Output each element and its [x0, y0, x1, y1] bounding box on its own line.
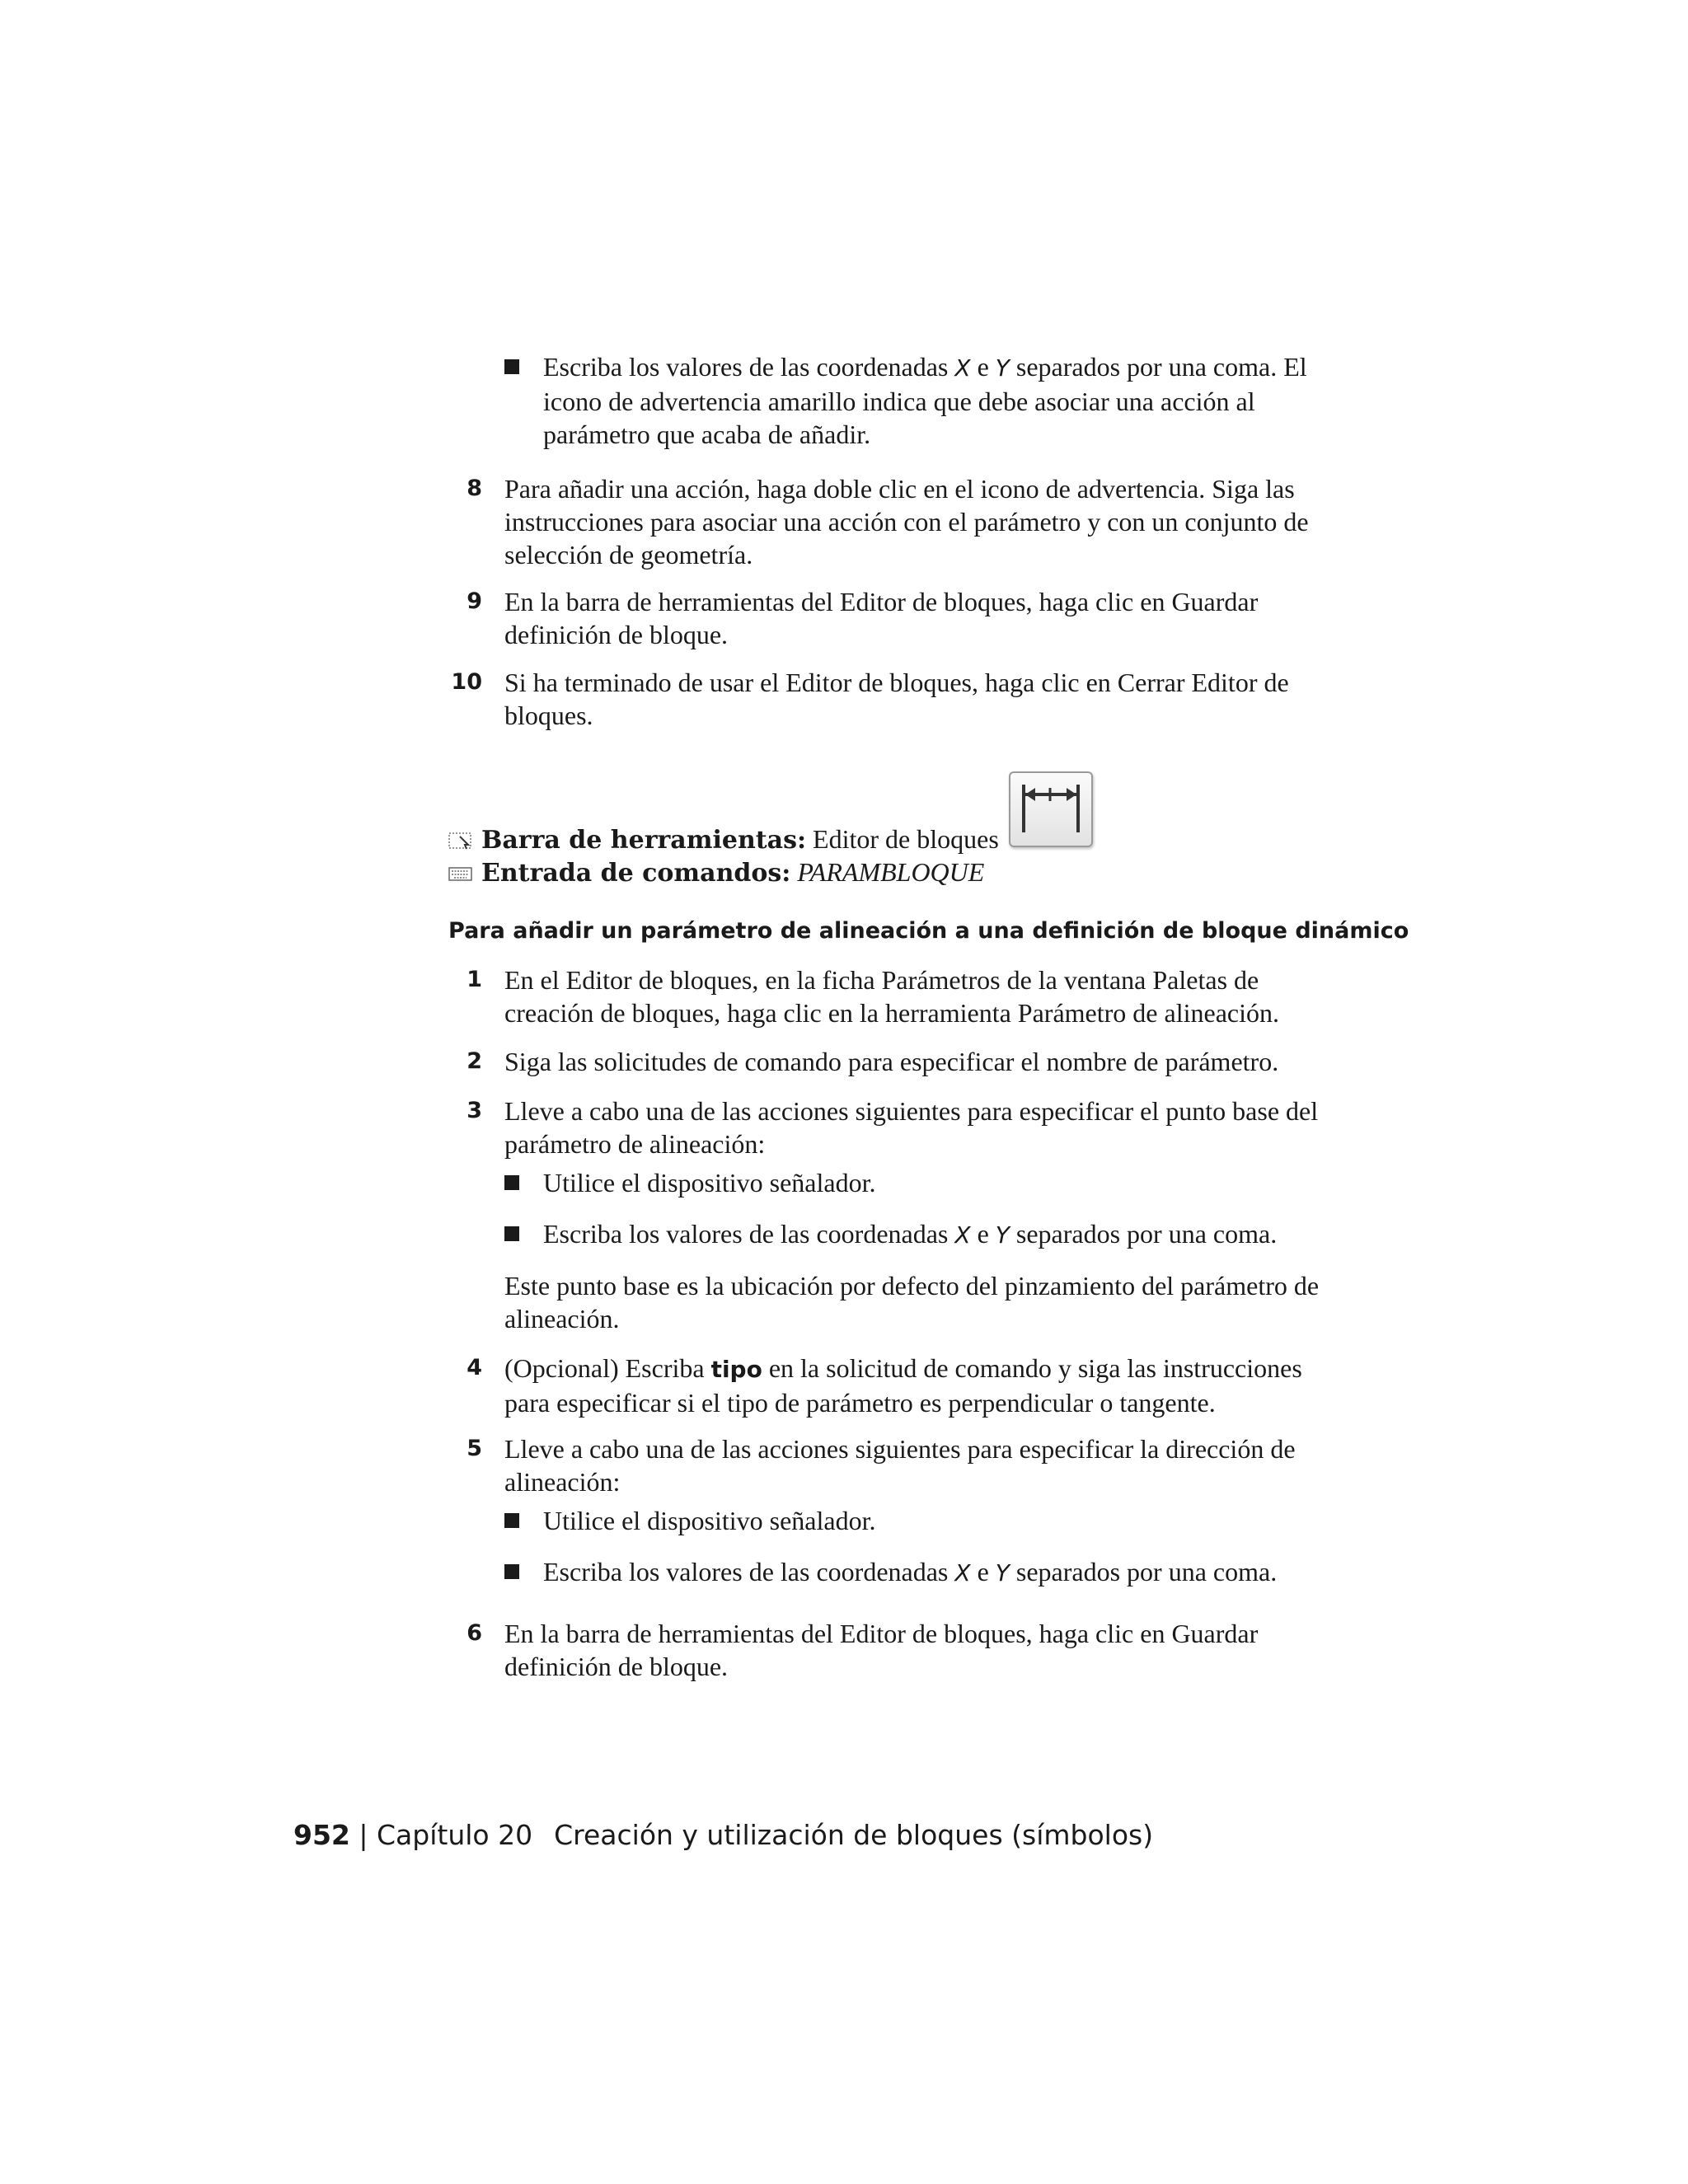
- bullet-text: Utilice el dispositivo señalador.: [543, 1168, 876, 1197]
- step-text: Si ha terminado de usar el Editor de bloques, haga clic en Cerrar Editor de bloques.: [504, 668, 1289, 730]
- toolbar-reference: [448, 823, 999, 857]
- step-text: Lleve a cabo una de las acciones siguientes para especificar la dirección de alineación:: [504, 1434, 1296, 1497]
- step-number: 4: [467, 1355, 482, 1380]
- step-number: 6: [467, 1620, 482, 1646]
- command-label: Entrada de comandos:: [481, 859, 791, 888]
- toolbar-value: Editor de bloques: [806, 824, 999, 854]
- bullet-square: [504, 1513, 519, 1528]
- keyboard-icon: [448, 865, 473, 883]
- step-text: Siga las solicitudes de comando para especificar el nombre de parámetro.: [504, 1047, 1279, 1076]
- bullet-square: [504, 1564, 519, 1579]
- bullet-square: [504, 1175, 519, 1190]
- step-3: [445, 1094, 1343, 1160]
- toolbar-label: Barra de herramientas:: [481, 826, 807, 855]
- step-number: 10: [451, 669, 482, 695]
- step-text: En la barra de herramientas del Editor de bloques, haga clic en Guardar definición de bloque.: [504, 587, 1259, 649]
- step-1: [445, 963, 1343, 1029]
- bullet-text: Escriba los valores de las coordenadas X e Y separados por una coma.: [543, 1219, 1278, 1249]
- command-reference: [448, 855, 984, 890]
- chapter-title: Creación y utilización de bloques (símbolos): [554, 1819, 1154, 1851]
- step-8: [445, 472, 1343, 571]
- section-heading: Para añadir un parámetro de alineación a una definición de bloque dinámico: [448, 918, 1409, 944]
- step-3-note: Este punto base es la ubicación por defecto del pinzamiento del parámetro de alineación.: [504, 1271, 1320, 1333]
- step-text: En el Editor de bloques, en la ficha Parámetros de la ventana Paletas de creación de bloques, haga clic en la herramienta Parámetro de alineación.: [504, 965, 1279, 1028]
- page-footer: [293, 1817, 1153, 1854]
- step-text: En la barra de herramientas del Editor de bloques, haga clic en Guardar definición de bloque.: [504, 1619, 1259, 1681]
- step-6: [445, 1617, 1343, 1683]
- bullet-square: [504, 1226, 519, 1241]
- bullet-square: [504, 359, 519, 374]
- alignment-parameter-button: [1009, 771, 1093, 847]
- step-2: [445, 1045, 1343, 1078]
- step-5-bullet-coordinates: [504, 1555, 1337, 1590]
- step-9: [445, 585, 1343, 651]
- step-number: 9: [467, 588, 482, 614]
- step-text: Para añadir una acción, haga doble clic en el icono de advertencia. Siga las instrucciones para asociar una acción con el parámetro y con un conjunto de selección de geometría.: [504, 474, 1309, 569]
- step-number: 3: [467, 1098, 482, 1123]
- toolbar-icon: [448, 832, 473, 850]
- chapter-number: Capítulo 20: [377, 1819, 533, 1851]
- step-number: 1: [467, 967, 482, 992]
- step-number: 8: [467, 476, 482, 501]
- step-5-bullet-pointing-device: [504, 1504, 1337, 1537]
- bullet-text: Escriba los valores de las coordenadas X e Y separados por una coma.: [543, 1557, 1278, 1586]
- step-10: [445, 666, 1343, 732]
- step-3-bullet-coordinates: [504, 1217, 1337, 1252]
- bullet-text: Escriba los valores de las coordenadas X e Y separados por una coma. El icono de advertencia amarillo indica que debe asociar una acción al parámetro que acaba de añadir.: [543, 352, 1307, 449]
- step-3-bullet-pointing-device: [504, 1166, 1337, 1199]
- command-value: PARAMBLOQUE: [797, 857, 985, 887]
- step-text: Lleve a cabo una de las acciones siguientes para especificar el punto base del parámetro de alineación:: [504, 1096, 1319, 1159]
- keyword-tipo: tipo: [710, 1356, 762, 1383]
- step-number: 2: [467, 1048, 482, 1074]
- step-4: [445, 1352, 1343, 1419]
- alignment-parameter-icon: [1010, 773, 1091, 846]
- step-text: (Opcional) Escriba tipo en la solicitud de comando y siga las instrucciones para especificar si el tipo de parámetro es perpendicular o tangente.: [504, 1353, 1302, 1418]
- footer-separator: |: [359, 1819, 368, 1851]
- page-number: 952: [293, 1819, 350, 1851]
- bullet-item-coordinates: [504, 350, 1337, 451]
- bullet-text: Utilice el dispositivo señalador.: [543, 1506, 876, 1535]
- step-number: 5: [467, 1436, 482, 1461]
- step-5: [445, 1432, 1343, 1498]
